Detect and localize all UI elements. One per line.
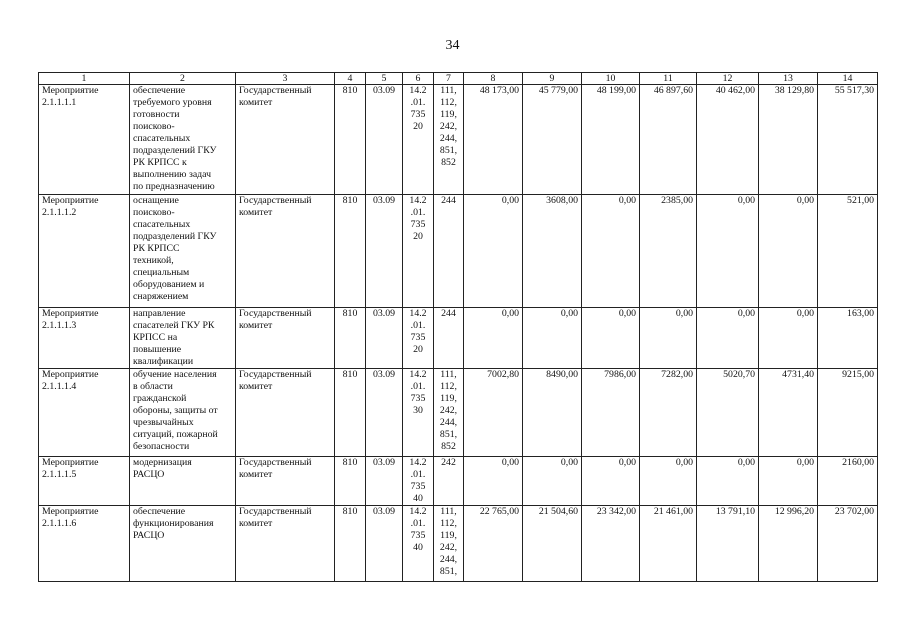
activity-description-cell-line: повышение — [133, 344, 182, 355]
executor-cell-line: комитет — [239, 320, 273, 331]
activity-id-cell-line: 2.1.1.1.5 — [42, 469, 77, 480]
amount-col8-cell: 22 765,00 — [464, 506, 523, 582]
executor-cell-line: Государственный — [239, 195, 312, 206]
activity-description-cell-line: техникой, — [133, 255, 174, 266]
amount-col12-cell: 13 791,10 — [697, 506, 759, 582]
amount-col13-cell: 38 129,80 — [759, 85, 818, 195]
activity-description-cell-line: спасательных — [133, 133, 191, 144]
executor-cell-line: Государственный — [239, 506, 312, 517]
amount-col10-cell: 0,00 — [582, 195, 640, 308]
code-col6-cell-line: .01. — [410, 97, 426, 108]
table-row — [39, 457, 878, 506]
code-col6-cell — [403, 195, 434, 308]
activity-id-cell-line: 2.1.1.1.2 — [42, 207, 77, 218]
amount-col12-cell: 5020,70 — [697, 369, 759, 457]
code-col7-cell-line: 242 — [441, 457, 456, 468]
code-col6-cell-line: 735 — [410, 481, 426, 492]
code-col6-cell-line: 14.2 — [409, 369, 427, 380]
code-col7-cell-line: 244 — [441, 308, 456, 319]
code-col6-cell-line: 14.2 — [409, 195, 427, 206]
amount-col12-cell: 40 462,00 — [697, 85, 759, 195]
column-header-4: 4 — [335, 73, 366, 85]
amount-col9-cell: 0,00 — [523, 457, 582, 506]
code-col6-cell — [403, 369, 434, 457]
code-col7-cell — [434, 195, 464, 308]
code-col6-cell-line: 735 — [410, 109, 426, 120]
executor-cell-line: комитет — [239, 469, 273, 480]
amount-col10-cell: 0,00 — [582, 308, 640, 369]
activity-id-cell — [39, 369, 130, 457]
code-col5-cell: 03.09 — [366, 308, 403, 369]
activity-description-cell-line: специальным — [133, 267, 190, 278]
code-col6-cell — [403, 506, 434, 582]
activity-id-cell — [39, 85, 130, 195]
code-col6-cell-line: 14.2 — [409, 457, 427, 468]
table-row — [39, 369, 878, 457]
code-col7-cell — [434, 369, 464, 457]
code-col7-cell-line: 244 — [441, 195, 456, 206]
code-col7-cell — [434, 457, 464, 506]
amount-col10-cell: 0,00 — [582, 457, 640, 506]
amount-col11-cell: 21 461,00 — [640, 506, 697, 582]
activity-id-cell-line: 2.1.1.1.6 — [42, 518, 77, 529]
activity-description-cell-line: снаряжением — [133, 291, 189, 302]
activity-id-cell-line: 2.1.1.1.1 — [42, 97, 77, 108]
executor-cell — [236, 85, 335, 195]
activity-description-cell-line: обучение населения — [133, 369, 217, 380]
code-col6-cell-line: 20 — [413, 231, 423, 242]
activity-description-cell-line: подразделений ГКУ — [133, 145, 217, 156]
amount-col13-cell: 0,00 — [759, 308, 818, 369]
amount-col14-cell: 521,00 — [818, 195, 878, 308]
activity-description-cell-line: поисково- — [133, 121, 175, 132]
activity-description-cell-line: обеспечение — [133, 506, 186, 517]
amount-col12-cell: 0,00 — [697, 195, 759, 308]
activity-description-cell-line: по предназначению — [133, 181, 215, 192]
amount-col9-cell: 21 504,60 — [523, 506, 582, 582]
page-number: 34 — [445, 38, 460, 53]
code-col6-cell — [403, 457, 434, 506]
code-col7-cell-line: 112, — [440, 381, 457, 392]
amount-col14-cell: 23 702,00 — [818, 506, 878, 582]
activity-description-cell-line: квалификации — [133, 356, 194, 367]
code-col4-cell: 810 — [335, 195, 366, 308]
executor-cell-line: Государственный — [239, 369, 312, 380]
amount-col13-cell: 0,00 — [759, 195, 818, 308]
amount-col10-cell: 23 342,00 — [582, 506, 640, 582]
activity-description-cell — [130, 85, 236, 195]
activity-description-cell-line: спасателей ГКУ РК — [133, 320, 215, 331]
activity-description-cell-line: спасательных — [133, 219, 191, 230]
activity-id-cell-line: 2.1.1.1.3 — [42, 320, 77, 331]
amount-col10-cell: 7986,00 — [582, 369, 640, 457]
code-col6-cell — [403, 85, 434, 195]
activity-description-cell — [130, 506, 236, 582]
amount-col13-cell: 0,00 — [759, 457, 818, 506]
header-row — [39, 73, 878, 85]
table-row — [39, 308, 878, 369]
executor-cell-line: комитет — [239, 381, 273, 392]
amount-col11-cell: 2385,00 — [640, 195, 697, 308]
code-col4-cell: 810 — [335, 85, 366, 195]
amount-col12-cell: 0,00 — [697, 457, 759, 506]
code-col7-cell-line: 244, — [439, 554, 458, 565]
column-header-2: 2 — [130, 73, 236, 85]
activity-id-cell-line: Мероприятие — [42, 195, 99, 206]
executor-cell-line: комитет — [239, 97, 273, 108]
code-col7-cell-line: 244, — [439, 417, 458, 428]
code-col7-cell-line: 244, — [439, 133, 458, 144]
amount-col8-cell: 0,00 — [464, 457, 523, 506]
code-col7-cell — [434, 85, 464, 195]
executor-cell — [236, 457, 335, 506]
code-col6-cell-line: 20 — [413, 121, 423, 132]
amount-col8-cell: 0,00 — [464, 195, 523, 308]
amount-col9-cell: 45 779,00 — [523, 85, 582, 195]
activity-id-cell — [39, 457, 130, 506]
activity-description-cell-line: безопасности — [133, 441, 190, 452]
code-col4-cell: 810 — [335, 308, 366, 369]
code-col7-cell-line: 852 — [441, 157, 456, 168]
executor-cell — [236, 195, 335, 308]
executor-cell-line: комитет — [239, 207, 273, 218]
amount-col13-cell: 12 996,20 — [759, 506, 818, 582]
code-col7-cell-line: 119, — [440, 530, 457, 541]
activity-id-cell — [39, 195, 130, 308]
table-row — [39, 506, 878, 582]
code-col5-cell: 03.09 — [366, 195, 403, 308]
table-body — [39, 85, 878, 582]
executor-cell-line: комитет — [239, 518, 273, 529]
code-col6-cell-line: 20 — [413, 344, 423, 355]
executor-cell-line: Государственный — [239, 457, 312, 468]
code-col6-cell-line: 735 — [410, 393, 426, 404]
code-col6-cell-line: .01. — [410, 518, 426, 529]
code-col6-cell-line: 14.2 — [409, 85, 427, 96]
activity-description-cell-line: чрезвычайных — [133, 417, 194, 428]
activity-description-cell-line: ситуаций, пожарной — [133, 429, 218, 440]
code-col5-cell: 03.09 — [366, 457, 403, 506]
column-header-3: 3 — [236, 73, 335, 85]
activity-id-cell-line: Мероприятие — [42, 85, 99, 96]
activity-description-cell-line: РАСЦО — [133, 469, 165, 480]
activity-description-cell-line: направление — [133, 308, 186, 319]
column-header-8: 8 — [464, 73, 523, 85]
amount-col9-cell: 3608,00 — [523, 195, 582, 308]
code-col7-cell — [434, 506, 464, 582]
code-col7-cell-line: 119, — [440, 109, 457, 120]
activity-id-cell-line: Мероприятие — [42, 506, 99, 517]
activity-description-cell-line: обороны, защиты от — [133, 405, 218, 416]
program-activities-table — [38, 72, 878, 582]
amount-col8-cell: 48 173,00 — [464, 85, 523, 195]
activity-description-cell-line: модернизация — [133, 457, 192, 468]
activity-description-cell-line: функционирования — [133, 518, 214, 529]
code-col7-cell-line: 112, — [440, 97, 457, 108]
code-col7-cell-line: 242, — [439, 405, 458, 416]
activity-description-cell-line: гражданской — [133, 393, 187, 404]
amount-col11-cell: 46 897,60 — [640, 85, 697, 195]
activity-description-cell-line: обеспечение — [133, 85, 186, 96]
amount-col11-cell: 0,00 — [640, 457, 697, 506]
code-col6-cell-line: .01. — [410, 469, 426, 480]
column-header-10: 10 — [582, 73, 640, 85]
code-col7-cell-line: 119, — [440, 393, 457, 404]
code-col7-cell-line: 852 — [441, 441, 456, 452]
activity-description-cell-line: оборудованием и — [133, 279, 205, 290]
activity-id-cell — [39, 506, 130, 582]
activity-description-cell — [130, 457, 236, 506]
activity-description-cell-line: оснащение — [133, 195, 179, 206]
activity-description-cell-line: РАСЦО — [133, 530, 165, 541]
amount-col14-cell: 2160,00 — [818, 457, 878, 506]
code-col6-cell-line: 735 — [410, 332, 426, 343]
amount-col13-cell: 4731,40 — [759, 369, 818, 457]
activity-description-cell — [130, 308, 236, 369]
code-col6-cell-line: 40 — [413, 542, 423, 553]
column-header-7: 7 — [434, 73, 464, 85]
code-col6-cell-line: 735 — [410, 219, 426, 230]
code-col6-cell-line: 30 — [413, 405, 423, 416]
code-col6-cell-line: .01. — [410, 381, 426, 392]
amount-col14-cell: 55 517,30 — [818, 85, 878, 195]
code-col7-cell-line: 242, — [439, 542, 458, 553]
activity-description-cell-line: РК КРПСС — [133, 243, 180, 254]
column-header-6: 6 — [403, 73, 434, 85]
amount-col8-cell: 0,00 — [464, 308, 523, 369]
activity-description-cell-line: в области — [133, 381, 173, 392]
activity-description-cell-line: подразделений ГКУ — [133, 231, 217, 242]
code-col4-cell: 810 — [335, 457, 366, 506]
amount-col12-cell: 0,00 — [697, 308, 759, 369]
executor-cell-line: Государственный — [239, 308, 312, 319]
activity-id-cell-line: Мероприятие — [42, 457, 99, 468]
code-col7-cell-line: 111, — [440, 506, 457, 517]
table-row — [39, 85, 878, 195]
amount-col8-cell: 7002,80 — [464, 369, 523, 457]
code-col6-cell-line: 14.2 — [409, 506, 427, 517]
executor-cell — [236, 308, 335, 369]
executor-cell — [236, 506, 335, 582]
executor-cell — [236, 369, 335, 457]
activity-id-cell — [39, 308, 130, 369]
activity-description-cell-line: КРПСС на — [133, 332, 178, 343]
code-col5-cell: 03.09 — [366, 85, 403, 195]
activity-description-cell-line: готовности — [133, 109, 180, 120]
amount-col14-cell: 9215,00 — [818, 369, 878, 457]
amount-col9-cell: 8490,00 — [523, 369, 582, 457]
amount-col9-cell: 0,00 — [523, 308, 582, 369]
column-header-9: 9 — [523, 73, 582, 85]
amount-col11-cell: 7282,00 — [640, 369, 697, 457]
activity-id-cell-line: Мероприятие — [42, 308, 99, 319]
activity-id-cell-line: 2.1.1.1.4 — [42, 381, 77, 392]
code-col6-cell-line: .01. — [410, 207, 426, 218]
column-header-1: 1 — [39, 73, 130, 85]
activity-description-cell — [130, 195, 236, 308]
column-header-11: 11 — [640, 73, 697, 85]
amount-col10-cell: 48 199,00 — [582, 85, 640, 195]
column-header-5: 5 — [366, 73, 403, 85]
activity-description-cell-line: поисково- — [133, 207, 175, 218]
code-col6-cell — [403, 308, 434, 369]
code-col4-cell: 810 — [335, 506, 366, 582]
activity-id-cell-line: Мероприятие — [42, 369, 99, 380]
amount-col14-cell: 163,00 — [818, 308, 878, 369]
column-header-14: 14 — [818, 73, 878, 85]
table-row — [39, 195, 878, 308]
code-col7-cell-line: 851, — [439, 145, 458, 156]
code-col7-cell-line: 851, — [439, 566, 458, 577]
column-header-12: 12 — [697, 73, 759, 85]
column-header-13: 13 — [759, 73, 818, 85]
code-col7-cell-line: 242, — [439, 121, 458, 132]
activity-description-cell — [130, 369, 236, 457]
executor-cell-line: Государственный — [239, 85, 312, 96]
amount-col11-cell: 0,00 — [640, 308, 697, 369]
code-col5-cell: 03.09 — [366, 506, 403, 582]
activity-description-cell-line: РК КРПСС к — [133, 157, 187, 168]
code-col6-cell-line: 735 — [410, 530, 426, 541]
code-col7-cell-line: 112, — [440, 518, 457, 529]
code-col7-cell — [434, 308, 464, 369]
code-col7-cell-line: 111, — [440, 369, 457, 380]
code-col6-cell-line: 40 — [413, 493, 423, 504]
code-col6-cell-line: .01. — [410, 320, 426, 331]
activity-description-cell-line: требуемого уровня — [133, 97, 212, 108]
code-col6-cell-line: 14.2 — [409, 308, 427, 319]
code-col7-cell-line: 851, — [439, 429, 458, 440]
code-col5-cell: 03.09 — [366, 369, 403, 457]
activity-description-cell-line: выполнению задач — [133, 169, 212, 180]
code-col7-cell-line: 111, — [440, 85, 457, 96]
code-col4-cell: 810 — [335, 369, 366, 457]
